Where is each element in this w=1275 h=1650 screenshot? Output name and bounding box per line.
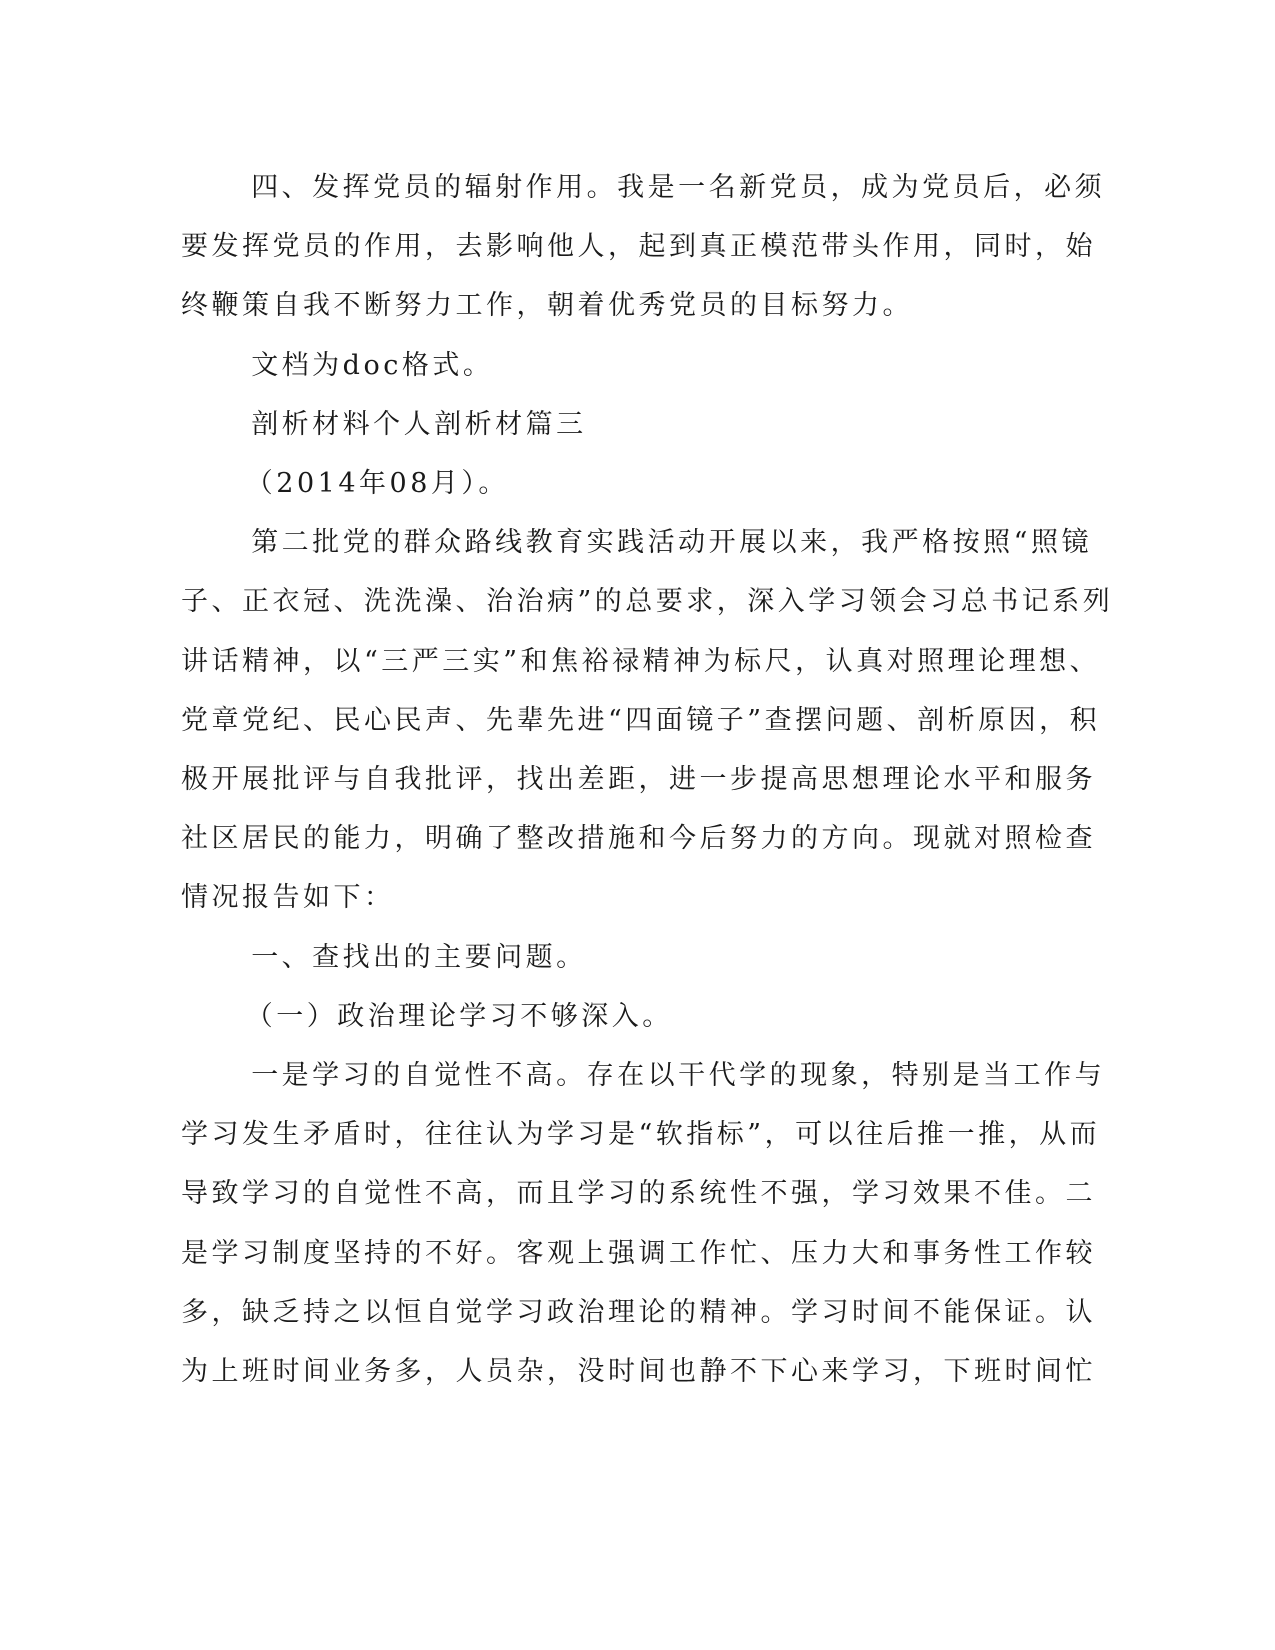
text-line: 党章党纪、民心民声、先辈先进“四面镜子”查摆问题、剖析原因，积 (181, 704, 1101, 736)
text-line: 学习发生矛盾时，往往认为学习是“软指标”，可以往后推一推，从而 (181, 1119, 1101, 1151)
text-line: 为上班时间业务多，人员杂，没时间也静不下心来学习，下班时间忙 (181, 1356, 1096, 1388)
text-line: 极开展批评与自我批评，找出差距，进一步提高思想理论水平和服务 (181, 764, 1096, 796)
text-line: 一是学习的自觉性不高。存在以干代学的现象，特别是当工作与 (251, 1060, 1106, 1092)
text-line: 要发挥党员的作用，去影响他人，起到真正模范带头作用，同时，始 (181, 231, 1096, 263)
text-line: 一、查找出的主要问题。 (251, 941, 587, 973)
text-line: 多，缺乏持之以恒自觉学习政治理论的精神。学习时间不能保证。认 (181, 1296, 1096, 1328)
subheading-theory-study (181, 987, 1033, 1046)
text-line: 导致学习的自觉性不高，而且学习的系统性不强，学习效果不佳。二 (181, 1178, 1096, 1210)
paragraph-introduction (181, 513, 1114, 927)
text-line: （一）政治理论学习不够深入。 (245, 1000, 673, 1032)
text-line: 第二批党的群众路线教育实践活动开展以来，我严格按照“照镜 (251, 527, 1092, 559)
text-line: 子、正衣冠、洗洗澡、治治病”的总要求，深入学习领会习总书记系列 (181, 586, 1114, 618)
date-line (181, 454, 1033, 513)
section-heading (181, 395, 1033, 454)
text-line: 剖析材料个人剖析材篇三 (251, 408, 587, 440)
text-line: （2014年08月）。 (245, 468, 509, 500)
text-line: 四、发挥党员的辐射作用。我是一名新党员，成为党员后，必须 (251, 172, 1106, 203)
text-line: 文档为doc格式。 (251, 349, 494, 381)
paragraph-radiating-role (181, 158, 1106, 336)
heading-main-problems (181, 928, 1033, 987)
paragraph-doc-format-note (181, 336, 1033, 395)
text-line: 终鞭策自我不断努力工作，朝着优秀党员的目标努力。 (181, 290, 913, 322)
text-line: 讲话精神，以“三严三实”和焦裕禄精神为标尺，认真对照理论理想、 (181, 645, 1101, 677)
text-line: 情况报告如下： (181, 882, 395, 914)
text-line: 是学习制度坚持的不好。客观上强调工作忙、压力大和事务性工作较 (181, 1237, 1096, 1269)
paragraph-study-consciousness (181, 1046, 1106, 1401)
text-line: 社区居民的能力，明确了整改措施和今后努力的方向。现就对照检查 (181, 823, 1096, 855)
document-body (181, 158, 1114, 1401)
